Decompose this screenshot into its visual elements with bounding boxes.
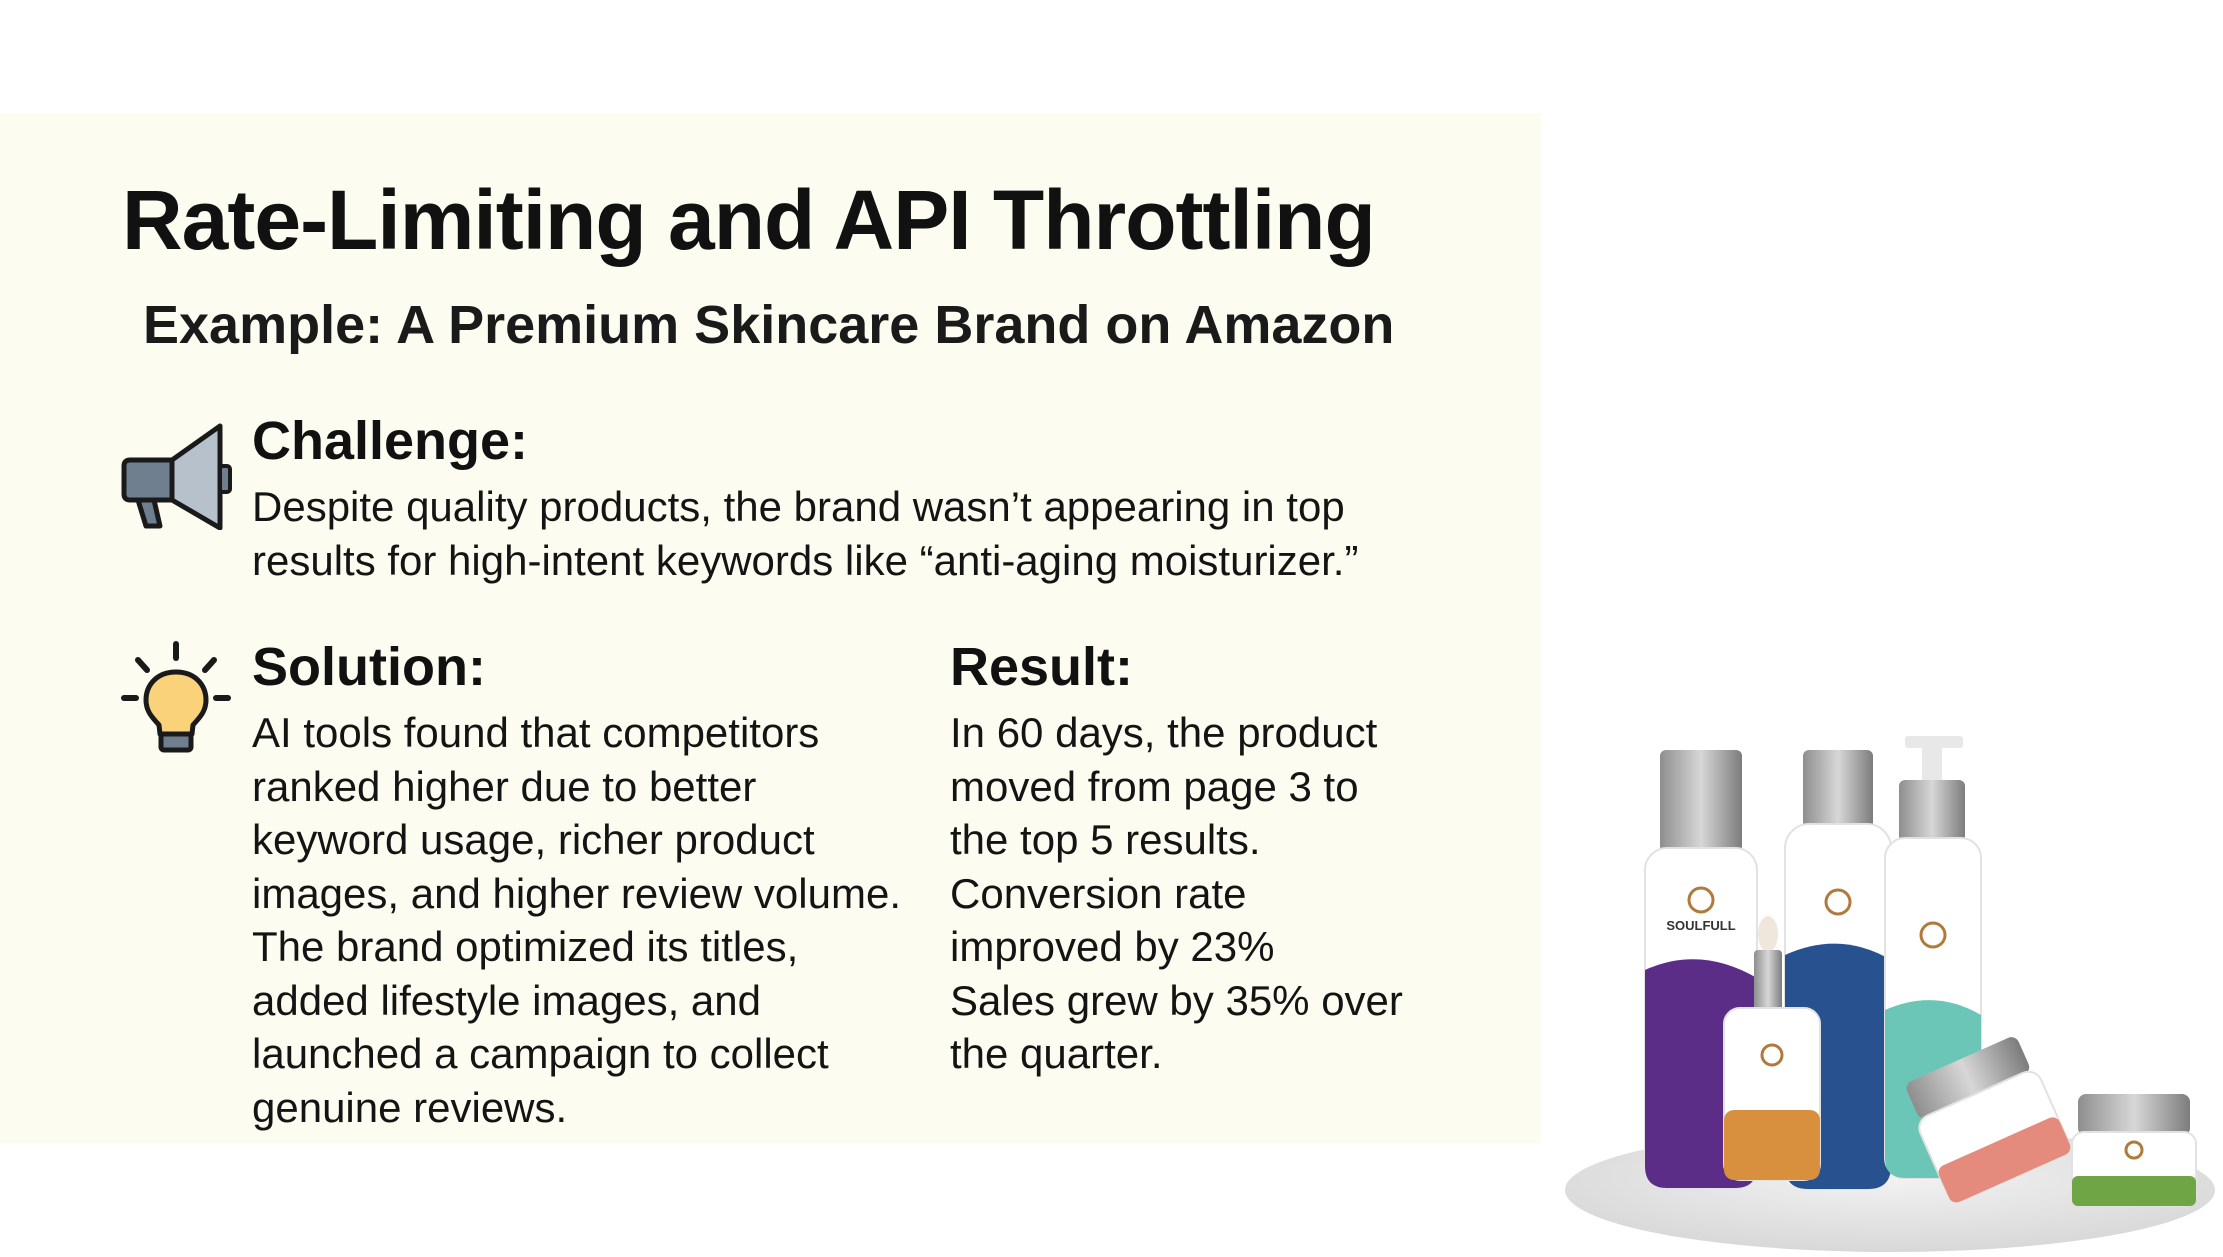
- slide-subtitle: Example: A Premium Skincare Brand on Amazon: [143, 295, 1395, 355]
- solution-text: AI tools found that competitors ranked higher due to better keyword usage, richer product images, and higher review volume. The brand optimized its titles, added lifestyle images, and launched a campaign to collect genuine reviews.: [252, 709, 901, 1131]
- solution-heading: Solution:: [252, 637, 486, 697]
- challenge-heading: Challenge:: [252, 411, 529, 471]
- challenge-text: Despite quality products, the brand wasn’t appearing in top results for high-intent keywords like “anti-aging moisturizer.”: [252, 483, 1359, 584]
- bottle-brand-label: SOULFULL: [1666, 918, 1736, 933]
- lightbulb-icon: [120, 640, 232, 760]
- result-text: In 60 days, the product moved from page 3 to the top 5 results. Conversion rate improved by 23% Sales grew by 35% over the quarter.: [950, 709, 1403, 1077]
- product-photo: [1550, 720, 2223, 1257]
- result-heading: Result:: [950, 637, 1134, 697]
- slide-title: Rate-Limiting and API Throttling: [122, 173, 1375, 267]
- megaphone-icon: [120, 418, 232, 530]
